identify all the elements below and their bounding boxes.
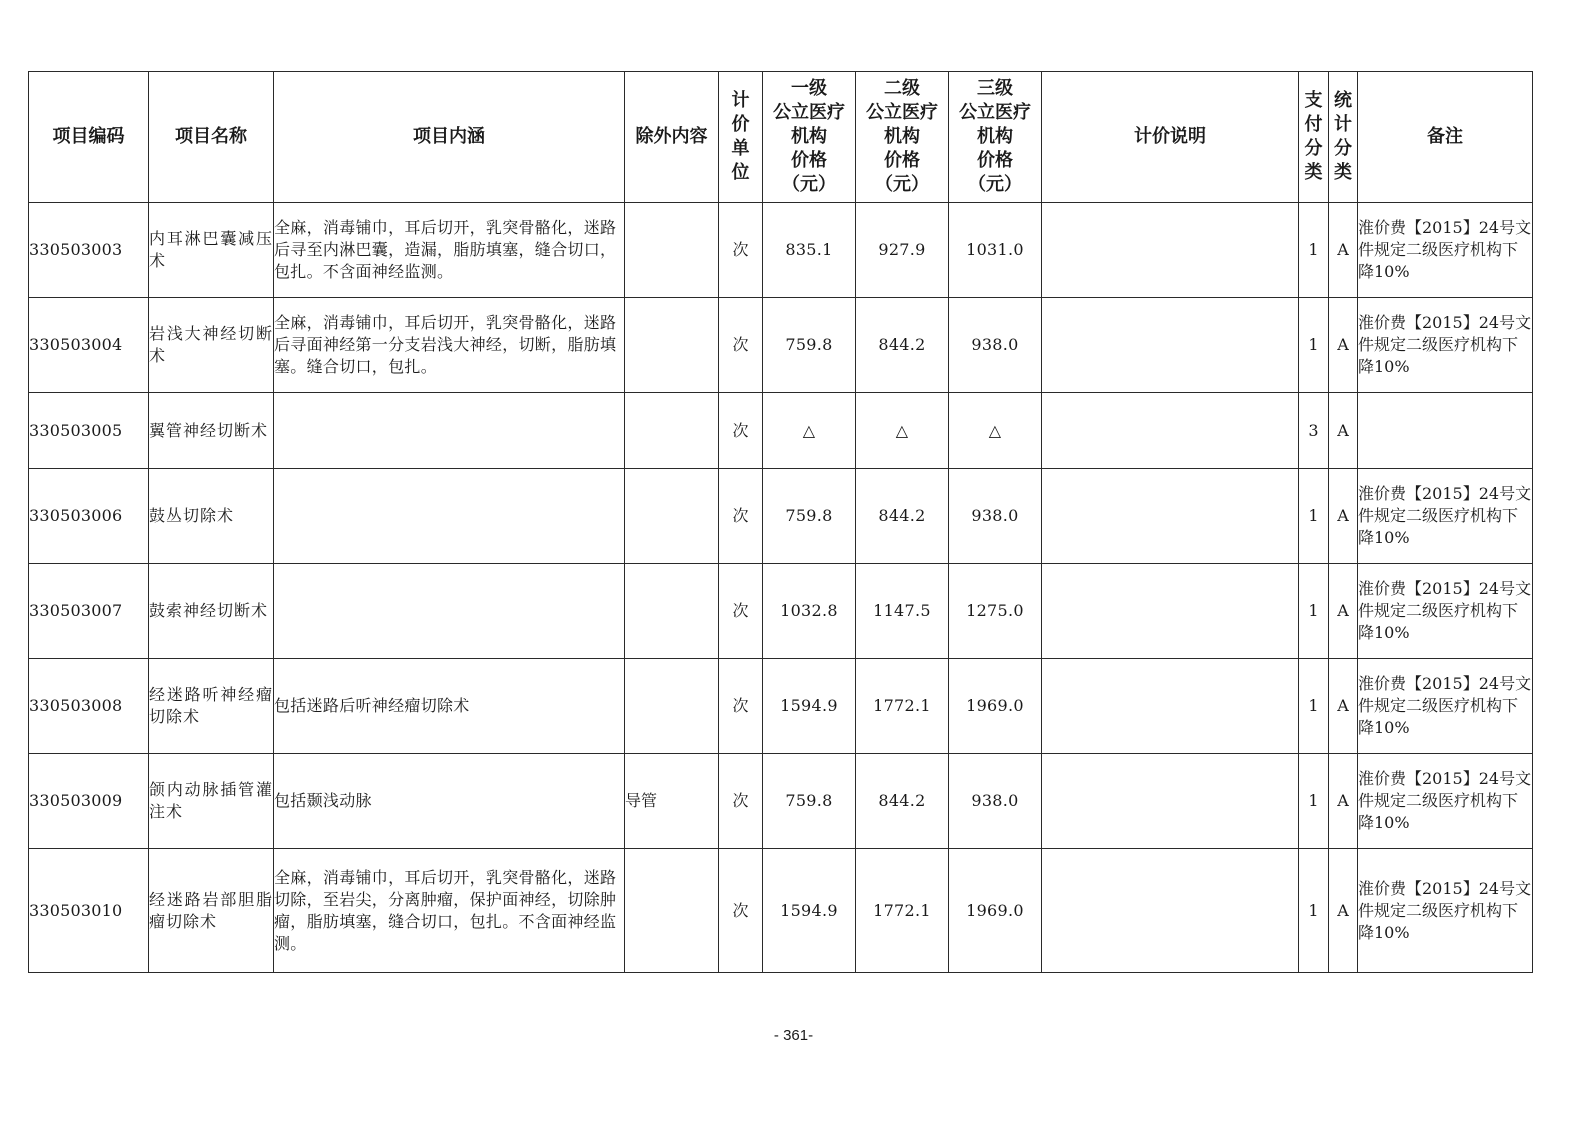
item-pricing-note: [1042, 659, 1299, 754]
item-statistics-category: A: [1329, 393, 1358, 469]
item-exclusion: [625, 469, 719, 564]
item-price-level-2: 1772.1: [856, 849, 949, 973]
item-price-level-1: 759.8: [763, 298, 856, 393]
item-remark: 淮价费【2015】24号文件规定二级医疗机构下降10%: [1358, 203, 1533, 298]
header-code: 项目编码: [29, 72, 149, 203]
header-line: 单: [731, 138, 750, 159]
item-payment-category: 3: [1299, 393, 1329, 469]
header-line: 计: [731, 90, 750, 111]
item-code: 330503008: [29, 659, 149, 754]
header-name: 项目名称: [149, 72, 274, 203]
header-line: 公立医疗: [773, 102, 845, 123]
item-unit: 次: [719, 203, 763, 298]
header-statistics-category: [1329, 72, 1358, 203]
item-price-level-3: 1969.0: [949, 849, 1042, 973]
item-price-level-3: 938.0: [949, 754, 1042, 849]
item-remark: 淮价费【2015】24号文件规定二级医疗机构下降10%: [1358, 754, 1533, 849]
item-name: 颌内动脉插管灌注术: [149, 754, 274, 849]
header-content: 项目内涵: [274, 72, 625, 203]
item-price-level-1: △: [763, 393, 856, 469]
item-exclusion: [625, 298, 719, 393]
header-line: 统: [1334, 90, 1352, 111]
item-name: 经迷路听神经瘤切除术: [149, 659, 274, 754]
item-unit: 次: [719, 564, 763, 659]
item-price-level-1: 835.1: [763, 203, 856, 298]
header-price-level-1: [763, 72, 856, 203]
item-code: 330503003: [29, 203, 149, 298]
header-line: 位: [731, 162, 750, 183]
item-payment-category: 1: [1299, 564, 1329, 659]
header-line: 机构: [791, 126, 827, 147]
item-payment-category: 1: [1299, 298, 1329, 393]
item-exclusion: [625, 564, 719, 659]
item-statistics-category: A: [1329, 659, 1358, 754]
header-price-level-3: [949, 72, 1042, 203]
item-remark: 淮价费【2015】24号文件规定二级医疗机构下降10%: [1358, 659, 1533, 754]
item-unit: 次: [719, 393, 763, 469]
header-line: 分: [1304, 138, 1323, 159]
table-row: [29, 203, 1533, 298]
header-exclusion: 除外内容: [625, 72, 719, 203]
item-statistics-category: A: [1329, 203, 1358, 298]
item-name: 鼓索神经切断术: [149, 564, 274, 659]
item-code: 330503005: [29, 393, 149, 469]
header-unit: [719, 72, 763, 203]
item-pricing-note: [1042, 754, 1299, 849]
item-content: 包括迷路后听神经瘤切除术: [274, 659, 625, 754]
table-row: [29, 754, 1533, 849]
header-remark: 备注: [1358, 72, 1533, 203]
header-line: 公立医疗: [866, 102, 938, 123]
item-remark: 淮价费【2015】24号文件规定二级医疗机构下降10%: [1358, 298, 1533, 393]
item-exclusion: [625, 393, 719, 469]
item-content: 全麻，消毒铺巾，耳后切开，乳突骨骼化，迷路后寻至内淋巴囊，造漏，脂肪填塞，缝合切口，包扎。不含面神经监测。: [274, 203, 625, 298]
item-pricing-note: [1042, 564, 1299, 659]
header-line: 机构: [884, 126, 920, 147]
item-exclusion: [625, 659, 719, 754]
item-exclusion: [625, 849, 719, 973]
item-statistics-category: A: [1329, 849, 1358, 973]
header-line: 分: [1334, 138, 1352, 159]
table-row: [29, 659, 1533, 754]
item-statistics-category: A: [1329, 754, 1358, 849]
item-content: 全麻，消毒铺巾，耳后切开，乳突骨骼化，迷路后寻面神经第一分支岩浅大神经，切断，脂肪填塞。缝合切口，包扎。: [274, 298, 625, 393]
item-unit: 次: [719, 659, 763, 754]
item-price-level-3: 938.0: [949, 469, 1042, 564]
item-content: 全麻，消毒铺巾，耳后切开，乳突骨骼化，迷路切除，至岩尖，分离肿瘤，保护面神经，切除肿瘤，脂肪填塞，缝合切口，包扎。不含面神经监测。: [274, 849, 625, 973]
item-content: [274, 469, 625, 564]
header-pricing-note: 计价说明: [1042, 72, 1299, 203]
header-line: 价格: [977, 150, 1013, 171]
item-pricing-note: [1042, 849, 1299, 973]
item-price-level-2: △: [856, 393, 949, 469]
item-price-level-3: 1031.0: [949, 203, 1042, 298]
item-content: 包括颞浅动脉: [274, 754, 625, 849]
header-line: 价: [731, 114, 750, 135]
header-line: 公立医疗: [959, 102, 1031, 123]
item-remark: [1358, 393, 1533, 469]
item-price-level-2: 1147.5: [856, 564, 949, 659]
header-line: （元）: [968, 174, 1022, 195]
item-price-level-1: 1594.9: [763, 659, 856, 754]
item-price-level-3: 1969.0: [949, 659, 1042, 754]
item-statistics-category: A: [1329, 469, 1358, 564]
item-price-level-1: 759.8: [763, 754, 856, 849]
item-price-level-2: 844.2: [856, 754, 949, 849]
item-name: 岩浅大神经切断术: [149, 298, 274, 393]
header-line: （元）: [782, 174, 836, 195]
table-row: [29, 298, 1533, 393]
header-line: 机构: [977, 126, 1013, 147]
item-pricing-note: [1042, 393, 1299, 469]
item-payment-category: 1: [1299, 469, 1329, 564]
item-code: 330503010: [29, 849, 149, 973]
item-remark: 淮价费【2015】24号文件规定二级医疗机构下降10%: [1358, 564, 1533, 659]
header-line: 三级: [977, 78, 1013, 99]
header-line: 价格: [884, 150, 920, 171]
item-unit: 次: [719, 298, 763, 393]
item-price-level-2: 844.2: [856, 298, 949, 393]
item-price-level-1: 1032.8: [763, 564, 856, 659]
item-remark: 淮价费【2015】24号文件规定二级医疗机构下降10%: [1358, 849, 1533, 973]
header-payment-category: [1299, 72, 1329, 203]
item-code: 330503006: [29, 469, 149, 564]
header-line: 支: [1304, 90, 1323, 111]
item-price-level-1: 1594.9: [763, 849, 856, 973]
item-code: 330503009: [29, 754, 149, 849]
item-name: 内耳淋巴囊减压术: [149, 203, 274, 298]
item-name: 翼管神经切断术: [149, 393, 274, 469]
price-table: [28, 71, 1533, 973]
table-row: [29, 564, 1533, 659]
item-code: 330503004: [29, 298, 149, 393]
header-line: （元）: [875, 174, 929, 195]
item-payment-category: 1: [1299, 849, 1329, 973]
header-price-level-2: [856, 72, 949, 203]
item-code: 330503007: [29, 564, 149, 659]
item-price-level-3: △: [949, 393, 1042, 469]
item-exclusion: [625, 203, 719, 298]
item-pricing-note: [1042, 203, 1299, 298]
item-payment-category: 1: [1299, 203, 1329, 298]
item-price-level-2: 927.9: [856, 203, 949, 298]
item-name: 经迷路岩部胆脂瘤切除术: [149, 849, 274, 973]
header-line: 价格: [791, 150, 827, 171]
item-content: [274, 393, 625, 469]
table-row: [29, 469, 1533, 564]
table-row: [29, 849, 1533, 973]
header-row: [29, 72, 1533, 203]
item-price-level-2: 1772.1: [856, 659, 949, 754]
header-line: 类: [1304, 162, 1323, 183]
header-line: 类: [1334, 162, 1352, 183]
item-payment-category: 1: [1299, 754, 1329, 849]
item-statistics-category: A: [1329, 564, 1358, 659]
header-line: 计: [1334, 114, 1352, 135]
item-unit: 次: [719, 469, 763, 564]
item-payment-category: 1: [1299, 659, 1329, 754]
item-statistics-category: A: [1329, 298, 1358, 393]
item-price-level-3: 1275.0: [949, 564, 1042, 659]
item-price-level-3: 938.0: [949, 298, 1042, 393]
header-line: 一级: [791, 78, 827, 99]
table-row: [29, 393, 1533, 469]
item-remark: 淮价费【2015】24号文件规定二级医疗机构下降10%: [1358, 469, 1533, 564]
header-line: 付: [1304, 114, 1323, 135]
item-unit: 次: [719, 754, 763, 849]
item-name: 鼓丛切除术: [149, 469, 274, 564]
page-number: - 361-: [773, 1027, 814, 1044]
item-exclusion: 导管: [625, 754, 719, 849]
header-line: 二级: [884, 78, 920, 99]
item-pricing-note: [1042, 469, 1299, 564]
item-price-level-1: 759.8: [763, 469, 856, 564]
item-content: [274, 564, 625, 659]
item-unit: 次: [719, 849, 763, 973]
item-pricing-note: [1042, 298, 1299, 393]
item-price-level-2: 844.2: [856, 469, 949, 564]
